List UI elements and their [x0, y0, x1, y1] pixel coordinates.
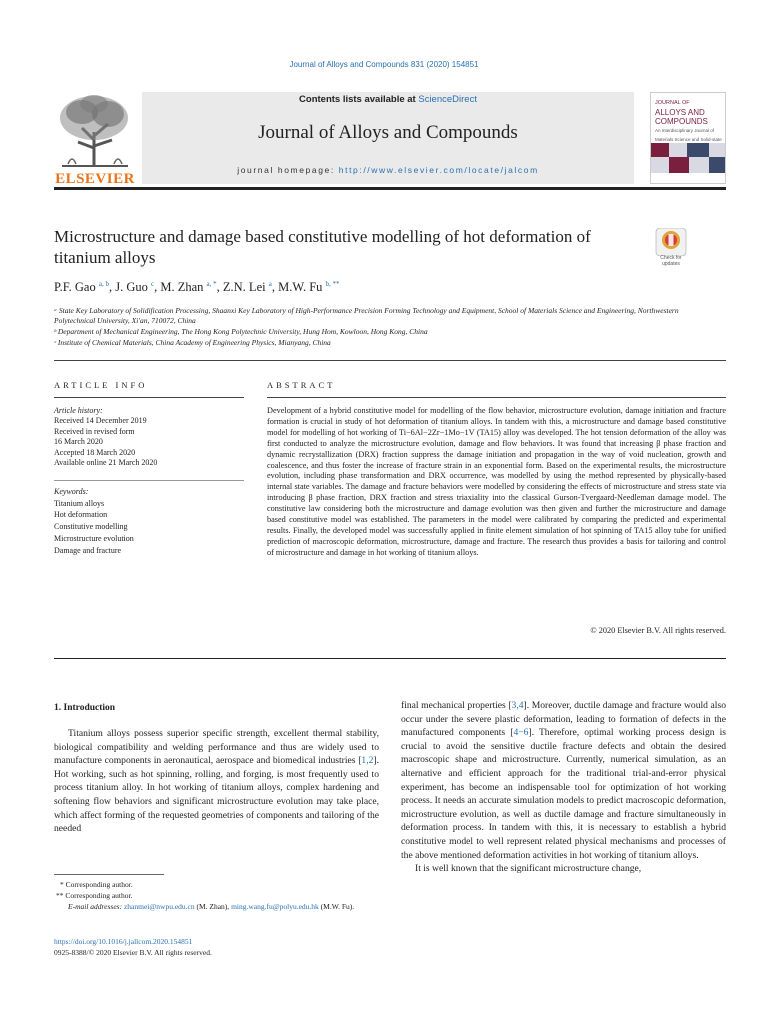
intro-text: final mechanical properties [ [401, 700, 512, 711]
footnote-corresponding-1: * Corresponding author. [60, 880, 133, 889]
history-label: Article history: [54, 406, 103, 415]
intro-text: ]. Hot working, such as hot spinning, rolling, and forging, is most frequently used to process titanium alloy. In hot working of titanium alloys, complex hardening and softening flow behaviors and significant microstructure evolution may take place, which affect forming of the requested geometries of components and tailoring of the needed [54, 755, 379, 835]
footnote-rule [54, 874, 164, 875]
author-name[interactable]: M.W. Fu [278, 280, 323, 295]
affiliation-rule [54, 360, 726, 361]
affiliation-c: ᶜ Institute of Chemical Materials, China Academy of Engineering Physics, Mianyang, China [54, 338, 331, 347]
history-item: Available online 21 March 2020 [54, 458, 158, 468]
abstract-bottom-rule [54, 658, 726, 659]
intro-text: Titanium alloys possess superior specific strength, excellent thermal stability, biological compatibility and welding performance and thus are widely used to manufacture components in aeronautical, aerospace and biomedical industries [ [54, 728, 379, 767]
footnote-corresponding-2: ** Corresponding author. [56, 891, 133, 900]
abstract-text: Development of a hybrid constitutive model for modelling of the flow behavior, microstructure evolution, damage initiation and fracture formation is crucial in study of hot deformation of titanium alloys. In tandem with this, a microstructure and damage based constitutive model for modelling of hot working of Ti−6Al−2Zr−1Mo−1V (TA15) alloy was developed. The hot tension deformation of the alloy was first conducted to analyze the microstructure evolution, damage and flow behaviors. It was found that increasing β phase fraction and dynamic recrystallization (DRX) fraction suppress the damage initiation and propagation in the way of void nucleation, growth and coalescence, and thus foster the increase of fracture strain in an exponential form. Based on the experimental results, the microstructure evolution, including phase transformation and DRX occurrence, was modelled by using the method represented by physically-based internal state variables. The damage and fracture behaviors were modelled by considering the effects of microstructure and stress state via introducing β phase fraction, DRX fraction and stress triaxiality into the classical Gurson-Tvergaard-Needleman damage model. The constitutive law considering both the microstructure and damage evolution was then given and further the microstructure and damage based constitutive model was established. The parameters in the model were calibrated by comparing the predicted and experimental results. Finally, the developed model was successfully applied in finite element simulation of hot spinning of TA15 alloy tube for unified prediction of macroscopic deformation, microstructure, damage and fracture. The research thus provides a basis for tailoring and control of microstructure and damage in hot working of titanium alloys. [267, 406, 726, 557]
cover-line1: JOURNAL OF [655, 100, 690, 106]
check-for-updates-button[interactable] [652, 228, 690, 270]
history-rule [54, 480, 244, 481]
keyword-item[interactable]: Hot deformation [54, 510, 108, 520]
author-name[interactable]: P.F. Gao [54, 280, 96, 295]
check-for-updates-label: Check for updates [660, 255, 682, 267]
history-item: 16 March 2020 [54, 437, 103, 447]
abstract-heading: ABSTRACT [267, 380, 336, 390]
keywords-label: Keywords: [54, 487, 89, 496]
header-rule [54, 187, 726, 190]
intro-paragraph: It is well known that the significant microstructure change, [415, 863, 642, 875]
email-owner: (M. Zhan), [194, 902, 232, 911]
article-title: Microstructure and damage based constitutive modelling of hot deformation of titanium alloys [54, 227, 591, 267]
author-marks[interactable]: b, ** [325, 280, 340, 288]
intro-text: ]. Moreover, ductile damage and fracture would also occur under the severe plastic deformation, leading to formation of defects in the manufactured components [ [401, 700, 726, 739]
journal-title: Journal of Alloys and Compounds [258, 122, 518, 143]
journal-citation-link[interactable]: Journal of Alloys and Compounds 831 (2020) 154851 [289, 60, 479, 69]
author-name[interactable]: J. Guo [115, 280, 148, 295]
author-list [54, 280, 340, 295]
history-item: Received in revised form [54, 426, 135, 436]
cover-line3: COMPOUNDS [655, 117, 708, 126]
keyword-item[interactable]: Damage and fracture [54, 545, 122, 555]
contents-line [142, 94, 634, 105]
citation-ref-link[interactable]: 3,4 [511, 700, 524, 711]
citation-ref-link[interactable]: 4−6 [513, 727, 529, 739]
keywords [54, 486, 244, 556]
footnote-emails [54, 901, 379, 912]
author-name[interactable]: M. Zhan [160, 280, 204, 295]
intro-right-column [401, 699, 726, 876]
contents-prefix: Contents lists available at [299, 94, 419, 105]
elsevier-logo[interactable] [54, 92, 136, 188]
author-name[interactable]: Z.N. Lei [222, 280, 266, 295]
homepage-label: journal homepage: [237, 165, 339, 175]
info-rule [54, 397, 244, 398]
abstract-copyright: © 2020 Elsevier B.V. All rights reserved. [590, 626, 726, 635]
email-label: E-mail addresses: [68, 902, 124, 911]
author-marks[interactable]: c [150, 280, 155, 288]
journal-cover-thumbnail[interactable] [650, 92, 726, 184]
keyword-item[interactable]: Titanium alloys [54, 498, 105, 508]
keyword-item[interactable]: Microstructure evolution [54, 533, 134, 543]
citation-ref-link[interactable]: 1,2 [361, 755, 374, 767]
email-owner: (M.W. Fu). [318, 902, 355, 911]
intro-text: ]. Therefore, optimal working process design is crucial to avoid the sensitive ductile fracture defects and obtain the desired macroscopic shape and microstructure. Currently, numerical simulation, as an alternative and efficient approach for the traditional trial-and-error physical experiment, has become an indispensable tool for optimization of hot working process. It needs an accurate simulation models to predict macroscopic deformation, microstructure evolution, as well as ductile damage and fracture simultaneously in deformation process. In tandem with this, it is necessary to establish a hybrid constitutive model to well represent related physical mechanisms and processes of the above mentioned deformation activities in hot working of titanium alloys. [401, 727, 726, 861]
author-marks[interactable]: a, * [206, 280, 217, 288]
affiliation-a: ᵃ State Key Laboratory of Solidification Processing, Shaanxi Key Laboratory of High-Performance Precision Forming Technology and Equipment, School of Materials Science and Engineering, Northwestern Polytechnical University, Xi'an, 710072, China [54, 306, 679, 325]
cover-graphic-icon [651, 143, 726, 173]
cover-line2: ALLOYS AND [655, 108, 705, 117]
elsevier-wordmark: ELSEVIER [55, 171, 135, 187]
article-info-heading: ARTICLE INFO [54, 380, 148, 390]
doi-block [54, 936, 212, 958]
email-link[interactable]: ming.wang.fu@polyu.edu.hk [231, 902, 319, 911]
author-marks[interactable]: a [268, 280, 272, 288]
journal-header [142, 92, 634, 184]
doi-link[interactable]: https://doi.org/10.1016/j.jallcom.2020.154851 [54, 937, 193, 946]
author-marks[interactable]: a, b [98, 280, 109, 288]
history-item: Received 14 December 2019 [54, 416, 147, 426]
article-history [54, 406, 244, 468]
sciencedirect-link[interactable]: ScienceDirect [418, 94, 477, 105]
introduction-heading: 1. Introduction [54, 703, 116, 713]
keyword-item[interactable]: Constitutive modelling [54, 522, 128, 532]
intro-left-column [54, 727, 379, 836]
author-sep: , [108, 280, 116, 295]
footnotes [54, 879, 379, 912]
author-sep: , [216, 280, 223, 295]
email-link[interactable]: zhanmei@nwpu.edu.cn [123, 902, 195, 911]
author-sep: , [154, 280, 161, 295]
journal-homepage [142, 165, 634, 175]
homepage-url-link[interactable]: http://www.elsevier.com/locate/jalcom [338, 165, 539, 175]
intro-paragraph [54, 727, 379, 836]
abstract-rule [267, 397, 726, 398]
issn-copyright: 0925-8388/© 2020 Elsevier B.V. All rights reserved. [54, 948, 212, 957]
history-item: Accepted 18 March 2020 [54, 447, 136, 457]
cover-tagline: An Interdisciplinary Journal of Materials Science and Solid-state [655, 128, 722, 142]
author-sep: , [271, 280, 279, 295]
affiliation-b: ᵇ Department of Mechanical Engineering, The Hong Kong Polytechnic University, Hung Hom, Kowloon, Hong Kong, China [54, 327, 428, 336]
intro-paragraph [401, 699, 726, 862]
check-for-updates-icon [652, 228, 690, 256]
elsevier-tree-icon [54, 92, 136, 168]
